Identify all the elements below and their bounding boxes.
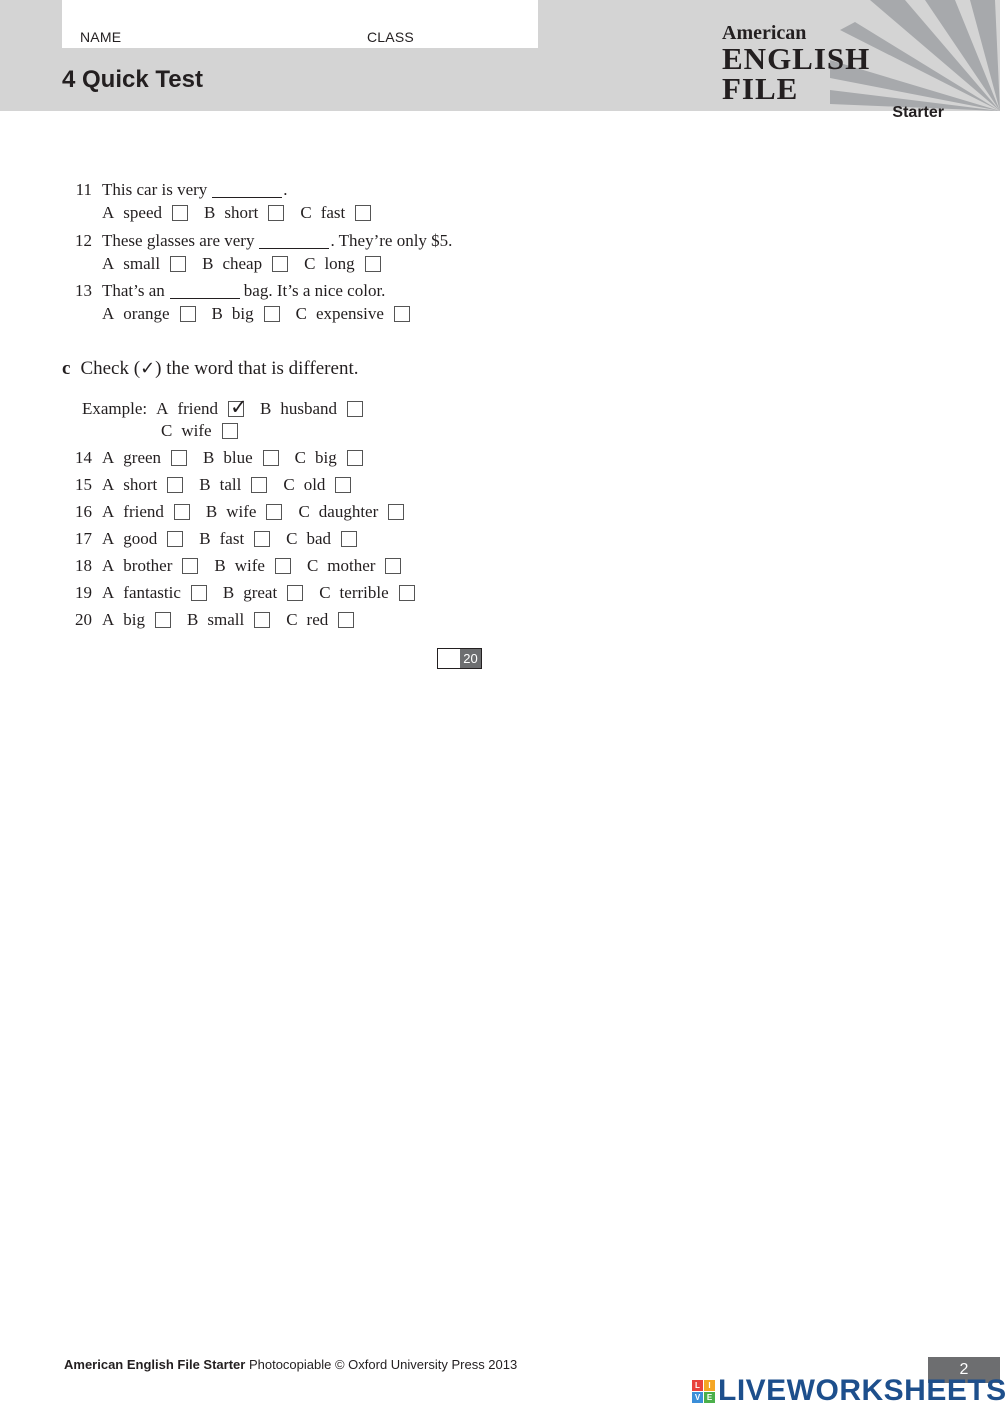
answer-blank [170,283,240,299]
option-letter: A [102,583,115,602]
answer-blank [259,233,329,249]
answer-option [296,303,410,325]
option-word: friend [123,502,164,521]
option-word: short [224,203,259,222]
option-letter: A [102,502,115,521]
checkbox[interactable] [399,585,415,601]
option-word: green [123,448,162,467]
instruction-before: Check ( [80,358,141,379]
answer-option [102,253,186,275]
checkbox[interactable] [268,205,284,221]
option-word: fast [320,203,346,222]
option-letter: A [102,254,115,273]
score-total: 20 [460,649,481,668]
option-word: red [306,610,329,629]
answer-option [187,609,270,631]
footer-copyright [64,1357,517,1372]
option-letter: C [295,304,307,323]
checkbox[interactable] [355,205,371,221]
check-mark-icon: ✓ [230,395,248,419]
example-option-a [156,395,248,420]
name-label: NAME [80,29,122,45]
checkbox[interactable] [174,504,190,520]
question-15 [0,474,367,496]
checkbox[interactable] [275,558,291,574]
option-letter: B [205,502,218,521]
question-number: 16 [75,502,92,521]
question-number: 20 [75,610,92,629]
answer-option [283,474,351,496]
answer-option [102,474,183,496]
brand-level: Starter [892,104,944,121]
page-header [0,0,1000,121]
brand-american: American [722,22,807,44]
question-17 [0,528,373,550]
option-letter: B [199,475,211,494]
question-14 [0,447,379,469]
option-letter: A [102,448,115,467]
option-letter: C [319,583,331,602]
checkbox[interactable] [180,306,196,322]
name-class-box [62,0,538,48]
liveworksheets-mark-tile: L [692,1380,703,1391]
question-18 [0,555,417,577]
question-19 [0,582,431,604]
section-c-instruction [62,358,358,380]
option-word: wife [234,556,265,575]
checkbox[interactable] [263,450,279,466]
answer-option [102,447,187,469]
option-word: wife [226,502,257,521]
question-number: 13 [75,281,92,300]
question-text-before: That’s an [102,281,165,300]
answer-option [304,253,381,275]
page-number: 2 [928,1357,1000,1383]
example-option-b [260,398,363,420]
example-label: Example: [82,399,148,418]
answer-option [212,303,280,325]
checkbox[interactable] [171,450,187,466]
answer-option [204,202,284,224]
checkbox[interactable] [341,531,357,547]
score-box [437,648,482,669]
answer-option [199,474,267,496]
option-letter: B [203,448,215,467]
option-letter: B [211,304,223,323]
option-word: cheap [222,254,263,273]
check-symbol: ✓ [140,358,156,379]
question-12 [0,230,452,252]
option-word: blue [223,448,253,467]
option-letter: A [102,556,115,575]
option-word: long [324,254,355,273]
option-letter: B [222,583,235,602]
option-letter: B [214,556,226,575]
option-word: friend [177,399,219,418]
checkbox[interactable] [254,612,270,628]
checkbox[interactable] [222,423,238,439]
checkbox[interactable] [172,205,188,221]
question-text-before: These glasses are very [102,231,255,250]
question-11 [0,179,288,201]
liveworksheets-mark-tile: I [704,1380,715,1391]
checkbox[interactable] [264,306,280,322]
score-input[interactable] [438,649,460,668]
answer-option [295,447,363,469]
option-word: fast [219,529,245,548]
liveworksheets-wordmark: LIVEWORKSHEETS [718,1374,1007,1407]
question-13 [0,280,385,302]
answer-option [102,303,196,325]
footer-book-title: American English File Starter [64,1357,246,1372]
option-word: speed [123,203,162,222]
checkbox[interactable] [254,531,270,547]
option-word: big [231,304,254,323]
option-word: expensive [315,304,384,323]
checkbox[interactable] [365,256,381,272]
checkbox[interactable] [251,477,267,493]
answer-option [102,528,183,550]
option-letter: C [300,203,312,222]
example-row [82,395,379,420]
answer-option [300,202,371,224]
answer-option [203,447,279,469]
option-word: fantastic [123,583,181,602]
answer-option [223,582,303,604]
class-label: CLASS [367,29,414,45]
checkbox[interactable] [170,256,186,272]
question-number: 15 [75,475,92,494]
option-word: small [207,610,245,629]
answer-blank [212,182,282,198]
question-number: 11 [75,180,92,199]
question-text-before: This car is very [102,180,208,199]
question-number: 14 [75,448,92,467]
answer-option [286,528,357,550]
answer-option [102,202,188,224]
option-letter: C [306,556,319,575]
checkbox[interactable] [347,401,363,417]
checkbox[interactable] [335,477,351,493]
question-20 [0,609,370,631]
question-16 [0,501,420,523]
option-letter: A [102,610,115,629]
option-word: great [243,583,278,602]
answer-option [102,555,198,577]
question-text-after: bag. It’s a nice color. [243,281,386,300]
example-row-continued [161,420,254,442]
checkbox[interactable] [191,585,207,601]
option-letter: C [286,610,298,629]
option-letter: C [304,254,316,273]
answer-option [214,555,291,577]
option-word: bad [306,529,332,548]
checkbox[interactable] [266,504,282,520]
option-word: terrible [339,583,389,602]
option-word: wife [181,421,212,440]
option-letter: B [260,399,272,418]
answer-option [319,582,414,604]
checkbox[interactable] [167,531,183,547]
brand-logo [722,22,944,122]
checkbox[interactable] [155,612,171,628]
question-text-after: . [283,180,288,199]
checkbox[interactable] [338,612,354,628]
question-13-options [102,303,426,325]
footer-copyright-text: Photocopiable © Oxford University Press 2013 [245,1357,518,1372]
checkbox[interactable] [272,256,288,272]
option-word: short [123,475,158,494]
option-word: good [123,529,158,548]
option-word: big [315,448,337,467]
option-letter: A [102,203,115,222]
instruction-after: ) the word that is different. [155,358,359,379]
option-word: husband [280,399,338,418]
option-letter: B [187,610,199,629]
option-word: brother [123,556,173,575]
test-title: 4 Quick Test [62,66,203,93]
section-letter: c [62,358,71,379]
brand-main: ENGLISH FILE [722,41,871,106]
checkbox[interactable] [394,306,410,322]
checkbox[interactable] [182,558,198,574]
option-letter: A [102,304,115,323]
option-letter: A [156,399,169,418]
option-word: mother [327,556,376,575]
option-letter: C [298,502,310,521]
option-letter: C [161,421,173,440]
option-letter: C [294,448,307,467]
option-word: daughter [318,502,379,521]
option-letter: A [102,475,115,494]
liveworksheets-mark-tile: E [704,1392,715,1403]
option-word: old [303,475,326,494]
answer-option [102,609,171,631]
option-word: small [123,254,161,273]
question-number: 12 [75,231,92,250]
answer-option [102,582,207,604]
checkbox[interactable] [287,585,303,601]
example-option-c [161,420,238,442]
checkbox[interactable] [228,395,248,419]
checkbox[interactable] [167,477,183,493]
option-letter: C [283,475,295,494]
question-number: 18 [75,556,92,575]
option-letter: C [286,529,298,548]
liveworksheets-logo [692,1374,1007,1408]
liveworksheets-mark-tile: V [692,1392,703,1403]
option-word: big [123,610,146,629]
answer-option [202,253,288,275]
answer-option [298,501,404,523]
option-letter: B [204,203,216,222]
answer-option [102,501,190,523]
checkbox[interactable] [388,504,404,520]
question-text-after: . They’re only $5. [330,231,453,250]
answer-option [286,609,354,631]
question-11-options [102,202,387,224]
option-letter: A [102,529,115,548]
question-12-options [102,253,397,275]
option-letter: B [202,254,214,273]
question-number: 17 [75,529,92,548]
answer-option [206,501,283,523]
answer-option [199,528,270,550]
checkbox[interactable] [347,450,363,466]
liveworksheets-icon [692,1380,715,1403]
question-number: 19 [75,583,92,602]
option-word: orange [123,304,170,323]
option-word: tall [219,475,242,494]
option-letter: B [199,529,211,548]
answer-option [307,555,402,577]
checkbox[interactable] [385,558,401,574]
